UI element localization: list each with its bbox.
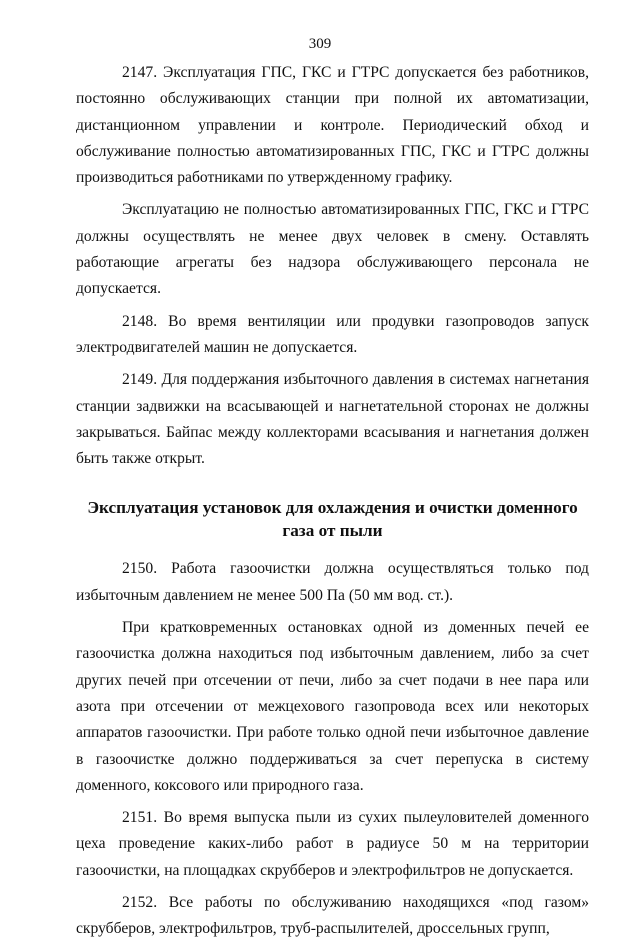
paragraph-2149: 2149. Для поддержания избыточного давления в системах нагнетания станции задвижки на всасывающей и нагнетательной сторонах не должны закрываться. Байпас между коллекторами всасывания и нагнетания должен быть также открыт. — [76, 371, 589, 468]
page-number: 309 — [308, 36, 332, 52]
paragraph-2151: 2151. Во время выпуска пыли из сухих пылеуловителей доменного цеха проведение каких-либо работ в радиусе 50 м на территории газоочистки, на площадках скрубберов и электрофильтров не допускается. — [76, 809, 589, 879]
paragraph-2147: 2147. Эксплуатация ГПС, ГКС и ГТРС допускается без работников, постоянно обслуживающих станции при полной их автоматизации, дистанционном управлении и контроле. Периодический обход и обслуживание полностью автоматизированных ГПС, ГКС и ГТРС должны производиться работниками по утвержденному графику. — [76, 64, 589, 187]
paragraph-2148: 2148. Во время вентиляции или продувки газопроводов запуск электродвигателей машин не допускается. — [76, 312, 589, 356]
paragraph-2150: 2150. Работа газоочистки должна осуществляться только под избыточным давлением не менее 500 Па (50 мм вод. ст.). — [76, 560, 589, 604]
paragraph-2147-continuation: Эксплуатацию не полностью автоматизированных ГПС, ГКС и ГТРС должны осуществлять не менее двух человек в смену. Оставлять работающие агрегаты без надзора обслуживающего персонала не допускается. — [76, 201, 589, 298]
section-heading: Эксплуатация установок для охлаждения и очистки доменного газа от пыли — [87, 498, 578, 541]
page-body — [76, 60, 589, 943]
paragraph-2152: 2152. Все работы по обслуживанию находящихся «под газом» скрубберов, электрофильтров, труб-распылителей, дроссельных групп, — [76, 894, 589, 938]
paragraph-2150-continuation: При кратковременных остановках одной из доменных печей ее газоочистка должна находиться под избыточным давлением, либо за счет других печей при отсечении от печи, либо за счет подачи в нее пара или азота при отсечении от межцехового газопровода всех или некоторых аппаратов газоочистки. При работе только одной печи избыточное давление в газоочистке должно поддерживаться за счет перепуска в систему доменного, коксового или природного газа. — [76, 619, 589, 794]
